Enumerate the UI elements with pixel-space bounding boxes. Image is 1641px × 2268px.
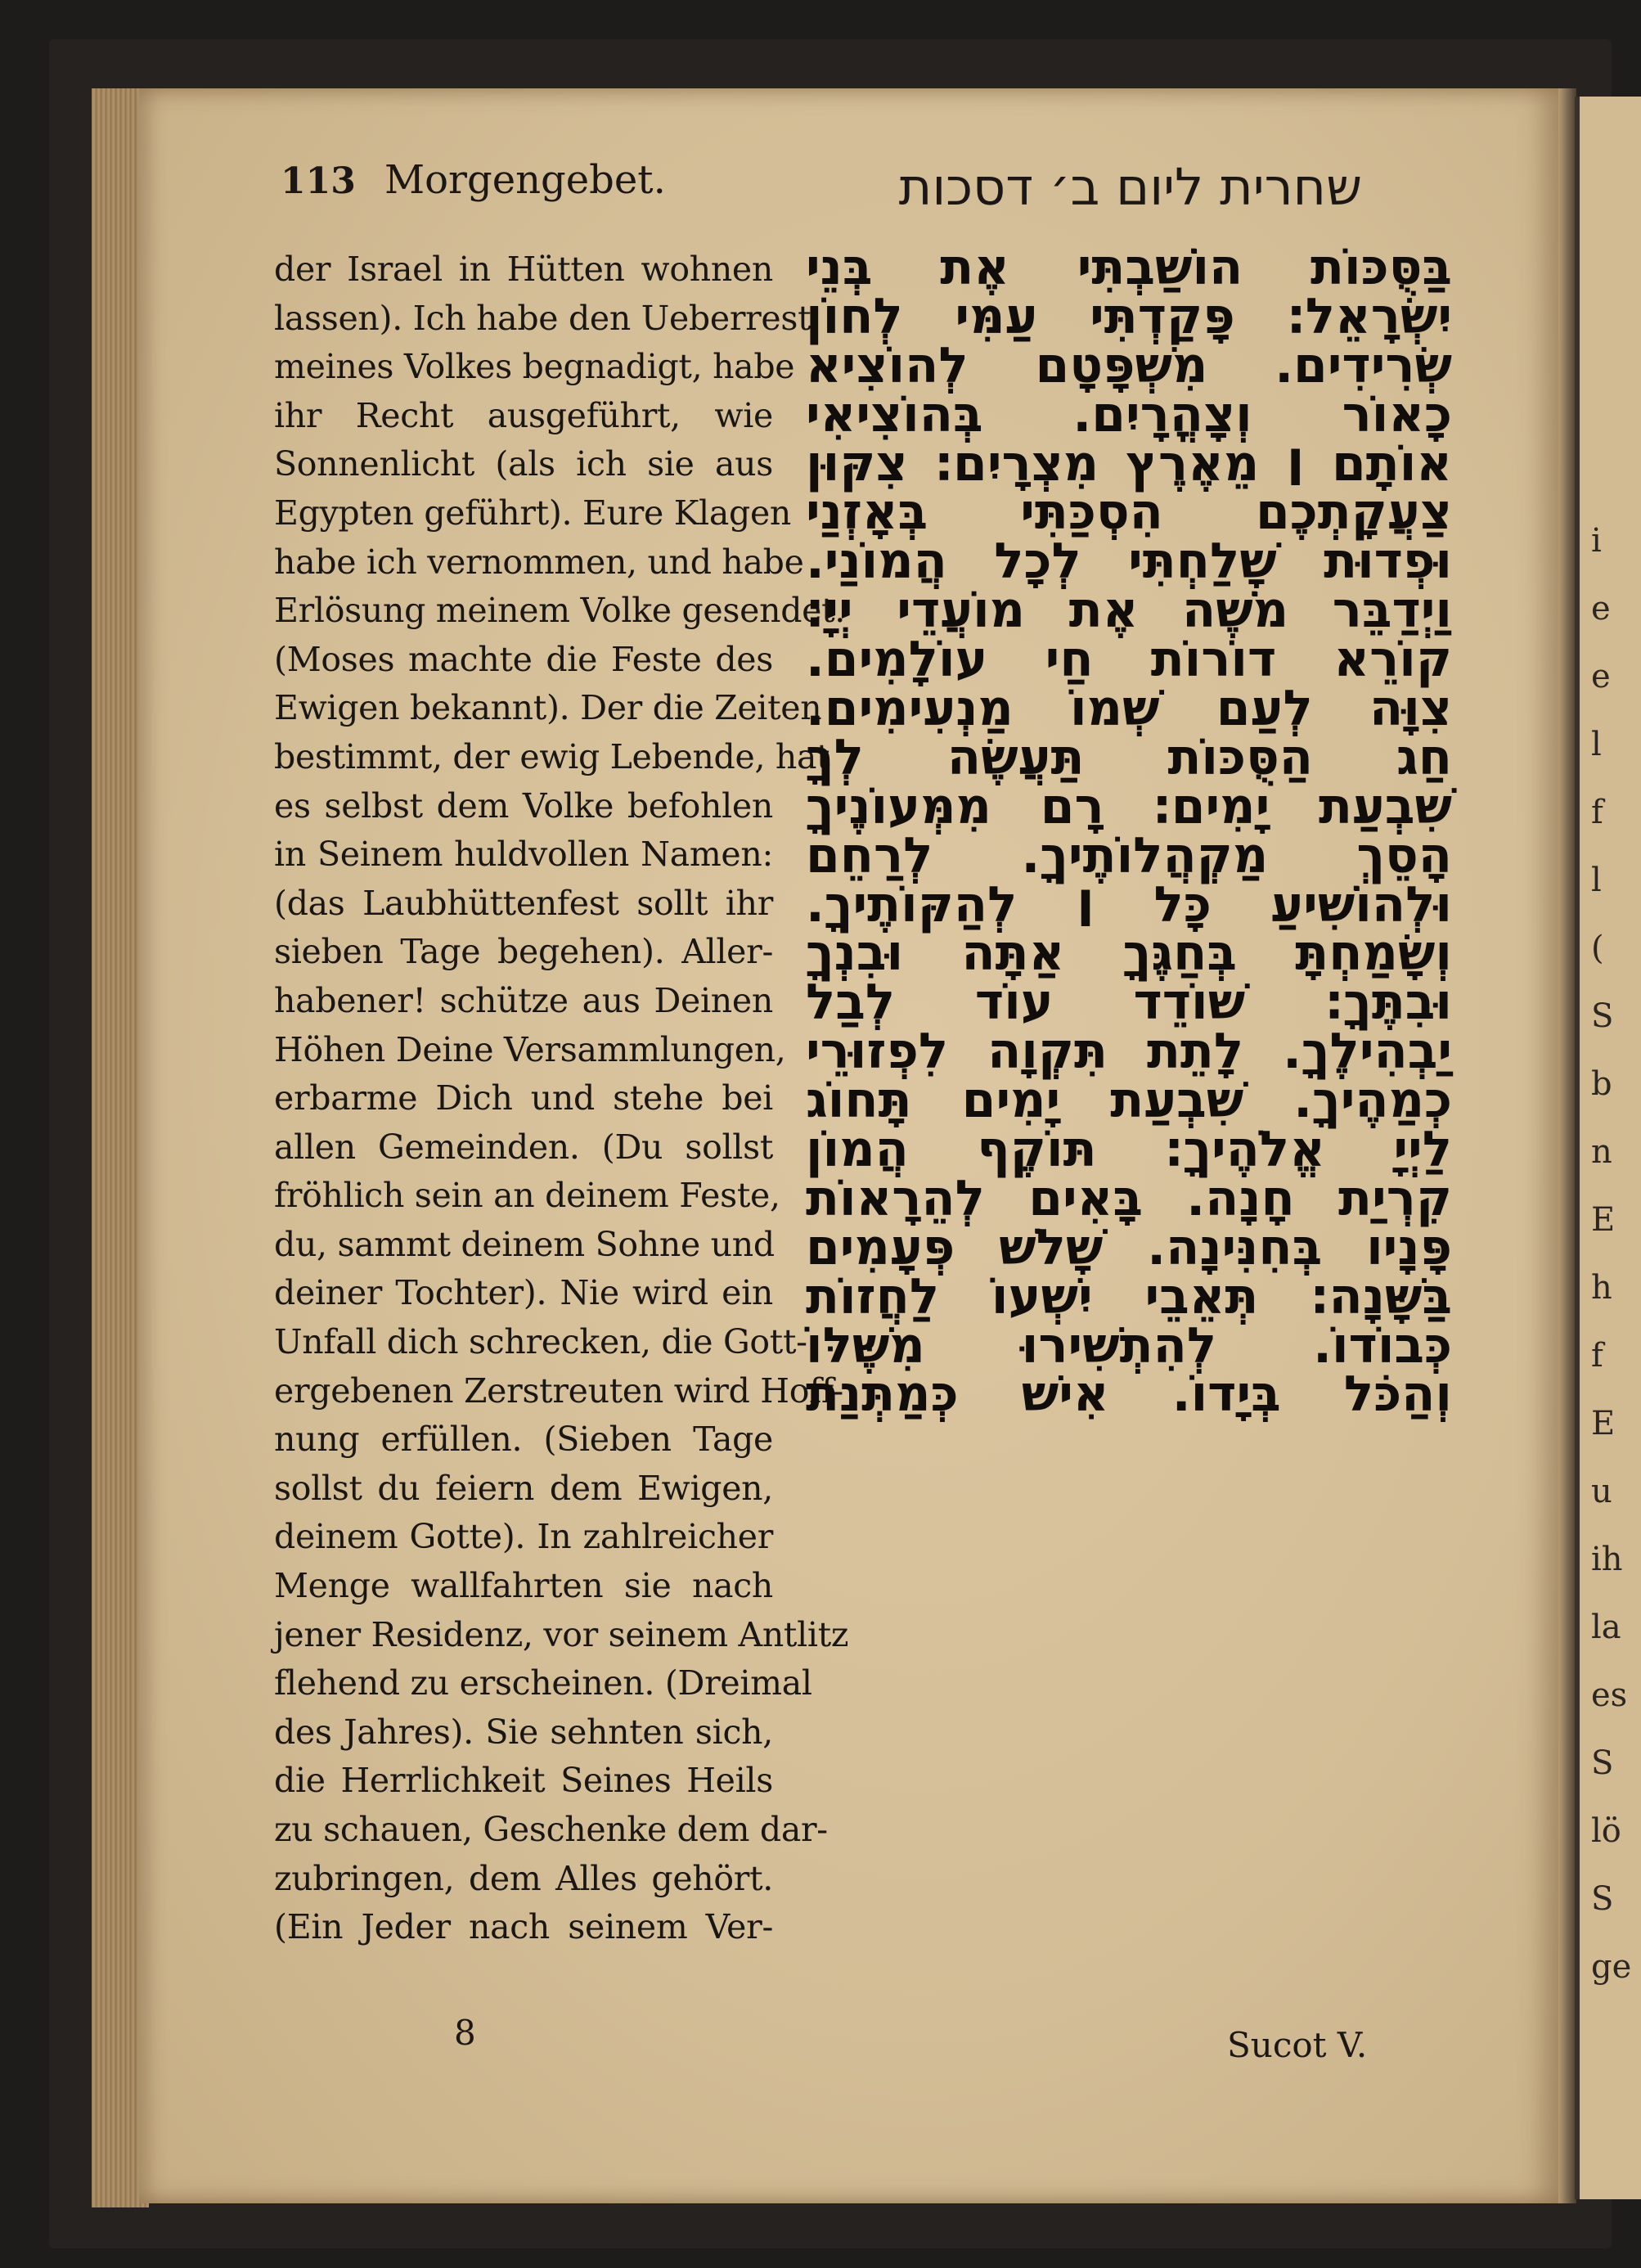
german-text-line: Egypten geführt). Eure Klagen xyxy=(274,493,792,533)
hebrew-text-line: שְׂרִידִים. מִשְׁפָּטָם לְהוֹצִיא xyxy=(806,336,1452,394)
hebrew-text-line: וְשָׂמַחְתָּ בְּחַגֶּךָ אַתָּה וּבִנְךָ xyxy=(806,925,1452,983)
german-text-line: sollst du feiern dem Ewigen, xyxy=(274,1468,773,1508)
hebrew-text-line: לַיְיָ אֱלֹהֶיךָ׃ תּוֹקֶף הֲמוֹן xyxy=(806,1121,1452,1179)
facing-page-fragment: ge xyxy=(1591,1948,1632,1986)
hebrew-text-line: וּלְהוֹשִׁיעַ כָּל ׀ לְהַקּוֹתֶיךָ. xyxy=(806,875,1452,934)
hebrew-text-line: חַג הַסֻּכּוֹת תַּעֲשֶׂה לְךָ xyxy=(806,728,1452,786)
facing-page-fragment: la xyxy=(1591,1609,1621,1646)
signature-mark: 8 xyxy=(454,2013,476,2053)
german-text-line: bestimmt, der ewig Lebende, hat xyxy=(274,736,830,776)
german-text-line: erbarme Dich und stehe bei xyxy=(274,1078,773,1118)
hebrew-text-line: קִרְיַת חָנָה. בָּאִים לְהֵרָאוֹת xyxy=(806,1169,1452,1227)
running-header-german: Morgengebet. xyxy=(384,157,666,203)
facing-page-fragment: S xyxy=(1591,1880,1614,1918)
german-text-line: (das Laubhüttenfest sollt ihr xyxy=(274,883,773,923)
german-text-line: flehend zu erscheinen. (Dreimal xyxy=(274,1663,812,1703)
facing-page-fragment: E xyxy=(1591,1201,1616,1239)
german-text-line: lassen). Ich habe den Ueberrest xyxy=(274,298,812,338)
german-text-line: deinem Gotte). In zahlreicher xyxy=(274,1517,773,1557)
german-text-line: fröhlich sein an deinem Feste, xyxy=(274,1176,780,1216)
hebrew-text-column xyxy=(806,239,1452,1424)
hebrew-text-line: וּבִתֶּךָ׃ שׁוֹדֵד עוֹד לְבַל xyxy=(806,974,1452,1032)
facing-page-fragment: u xyxy=(1591,1473,1612,1510)
german-text-line: jener Residenz, vor seinem Antlitz xyxy=(274,1614,849,1654)
german-text-line: Erlösung meinem Volke gesendet. xyxy=(274,591,846,631)
hebrew-text-line: כָאוֹר וְצָהֳרָיִם. בְּהוֹצִיאִי xyxy=(806,385,1452,443)
german-text-line: in Seinem huldvollen Namen: xyxy=(274,835,773,875)
hebrew-text-line: בַּסֻּכּוֹת הוֹשַׁבְתִּי אֶת בְּנֵי xyxy=(806,239,1452,296)
german-text-line: des Jahres). Sie sehnten sich, xyxy=(274,1712,773,1752)
german-text-line: allen Gemeinden. (Du sollst xyxy=(274,1127,773,1167)
facing-page-fragment: ( xyxy=(1591,929,1604,967)
hebrew-text-line: וּפְדוּת שָׁלַחְתִּי לְכָל הֲמוֹנַי. xyxy=(806,533,1452,591)
facing-page-fragment: e xyxy=(1591,658,1611,695)
german-text-line: zu schauen, Geschenke dem dar- xyxy=(274,1810,828,1849)
german-translation-column xyxy=(274,245,849,1952)
german-text-line: deiner Tochter). Nie wird ein xyxy=(274,1273,773,1313)
hebrew-text-line: קוֹרֵא דוֹרוֹת חַי עוֹלָמִים. xyxy=(806,631,1452,689)
facing-page-fragment: b xyxy=(1591,1065,1612,1103)
hebrew-text-line: וְהַכֹּל בְּיָדוֹ. אִישׁ כְּמַתְּנַת xyxy=(806,1366,1452,1424)
facing-page-fragment: e xyxy=(1591,590,1611,628)
german-text-line: Höhen Deine Versammlungen, xyxy=(274,1029,786,1069)
hebrew-text-line: בַּשָּׁנָה׃ תְּאֵבֵי יִשְׁעוֹ לַחֲזוֹת xyxy=(806,1267,1452,1325)
german-text-line: ergebenen Zerstreuten wird Hoff- xyxy=(274,1370,843,1411)
german-text-line: Ewigen bekannt). Der die Zeiten xyxy=(274,688,822,728)
facing-page-fragment: S xyxy=(1591,1744,1614,1782)
hebrew-text-line: אוֹתָם ׀ מֵאֶרֶץ מִצְרָיִם׃ צִקּוּן xyxy=(806,434,1452,493)
german-text-line: (Ein Jeder nach seinem Ver- xyxy=(274,1907,773,1947)
hebrew-text-line: יַבְהִילֶךָ. לָתֵת תִּקְוָה לִפְזוּרֵי xyxy=(806,1023,1452,1081)
hebrew-text-line: כְּבוֹדוֹ. לְהִתְשִׁירוּ מִשֶּׁלּוֹ xyxy=(806,1316,1452,1375)
hebrew-text-line: צַעֲקָתְכֶם הִסְכַּתִּי בְּאָזְנַי xyxy=(806,484,1452,542)
facing-page-fragment: n xyxy=(1591,1133,1612,1171)
facing-page-fragment: i xyxy=(1591,522,1602,560)
hebrew-text-line: יִשְׂרָאֵל׃ פָּקַדְתִּי עַמִּי לְחוֹן xyxy=(806,287,1452,345)
facing-page-fragment: f xyxy=(1591,794,1603,831)
german-text-line: es selbst dem Volke befohlen xyxy=(274,785,773,826)
hebrew-text-line: שִׁבְעַת יָמִים׃ רָם מִמְּעוֹנֶיךָ xyxy=(806,777,1452,835)
hebrew-text-line: כְמַהֶיךָ. שִׁבְעַת יָמִים תָּחוֹג xyxy=(806,1072,1452,1130)
running-header-hebrew: שחרית ליום ב׳ דסכות xyxy=(898,157,1362,217)
facing-page-fragment: es xyxy=(1591,1676,1628,1714)
facing-page-fragment: h xyxy=(1591,1269,1612,1307)
book-gutter xyxy=(1558,88,1576,2203)
facing-page-fragment: f xyxy=(1591,1337,1603,1375)
facing-page-fragment: l xyxy=(1591,726,1602,763)
facing-page-sliver xyxy=(1575,97,1641,2199)
hebrew-text-line: פָּנָיו בְּחִנִּינָה. שָׁלֹשׁ פְּעָמִים xyxy=(806,1218,1452,1276)
german-text-line: zubringen, dem Alles gehört. xyxy=(274,1858,773,1898)
hebrew-text-line: וַיְדַבֵּר מֹשֶׁה אֶת מוֹעֲדֵי יְיָ׃ xyxy=(806,582,1452,640)
page-number: 113 xyxy=(281,160,356,202)
german-text-line: habe ich vernommen, und habe xyxy=(274,542,804,582)
facing-page-fragment: E xyxy=(1591,1405,1616,1442)
footer-note: Sucot V. xyxy=(1227,2025,1368,2065)
facing-page-fragment: lö xyxy=(1591,1812,1621,1850)
facing-page-fragment: l xyxy=(1591,862,1602,899)
facing-page-fragment: S xyxy=(1591,997,1614,1035)
german-text-line: Menge wallfahrten sie nach xyxy=(274,1566,773,1606)
german-text-line: du, sammt deinem Sohne und xyxy=(274,1224,775,1264)
german-text-line: nung erfüllen. (Sieben Tage xyxy=(274,1420,773,1460)
german-text-line: der Israel in Hütten wohnen xyxy=(274,250,773,289)
german-text-line: habener! schütze aus Deinen xyxy=(274,980,773,1020)
german-text-line: meines Volkes begnadigt, habe xyxy=(274,347,795,387)
german-text-line: ihr Recht ausgeführt, wie xyxy=(274,395,773,435)
hebrew-text-line: צִוָּה לְעַם שְׁמוֹ מַנְעִימִים. xyxy=(806,680,1452,738)
german-text-line: Unfall dich schrecken, die Gott- xyxy=(274,1322,807,1362)
facing-page-fragment: ih xyxy=(1591,1541,1623,1578)
hebrew-text-line: הָסֵךְ מַקְהֲלוֹתֶיךָ. לְרַחֵם xyxy=(806,826,1452,884)
german-text-line: die Herrlichkeit Seines Heils xyxy=(274,1761,773,1801)
german-text-line: (Moses machte die Feste des xyxy=(274,639,773,679)
german-text-line: Sonnenlicht (als ich sie aus xyxy=(274,444,773,484)
german-text-line: sieben Tage begehen). Aller- xyxy=(274,932,773,972)
